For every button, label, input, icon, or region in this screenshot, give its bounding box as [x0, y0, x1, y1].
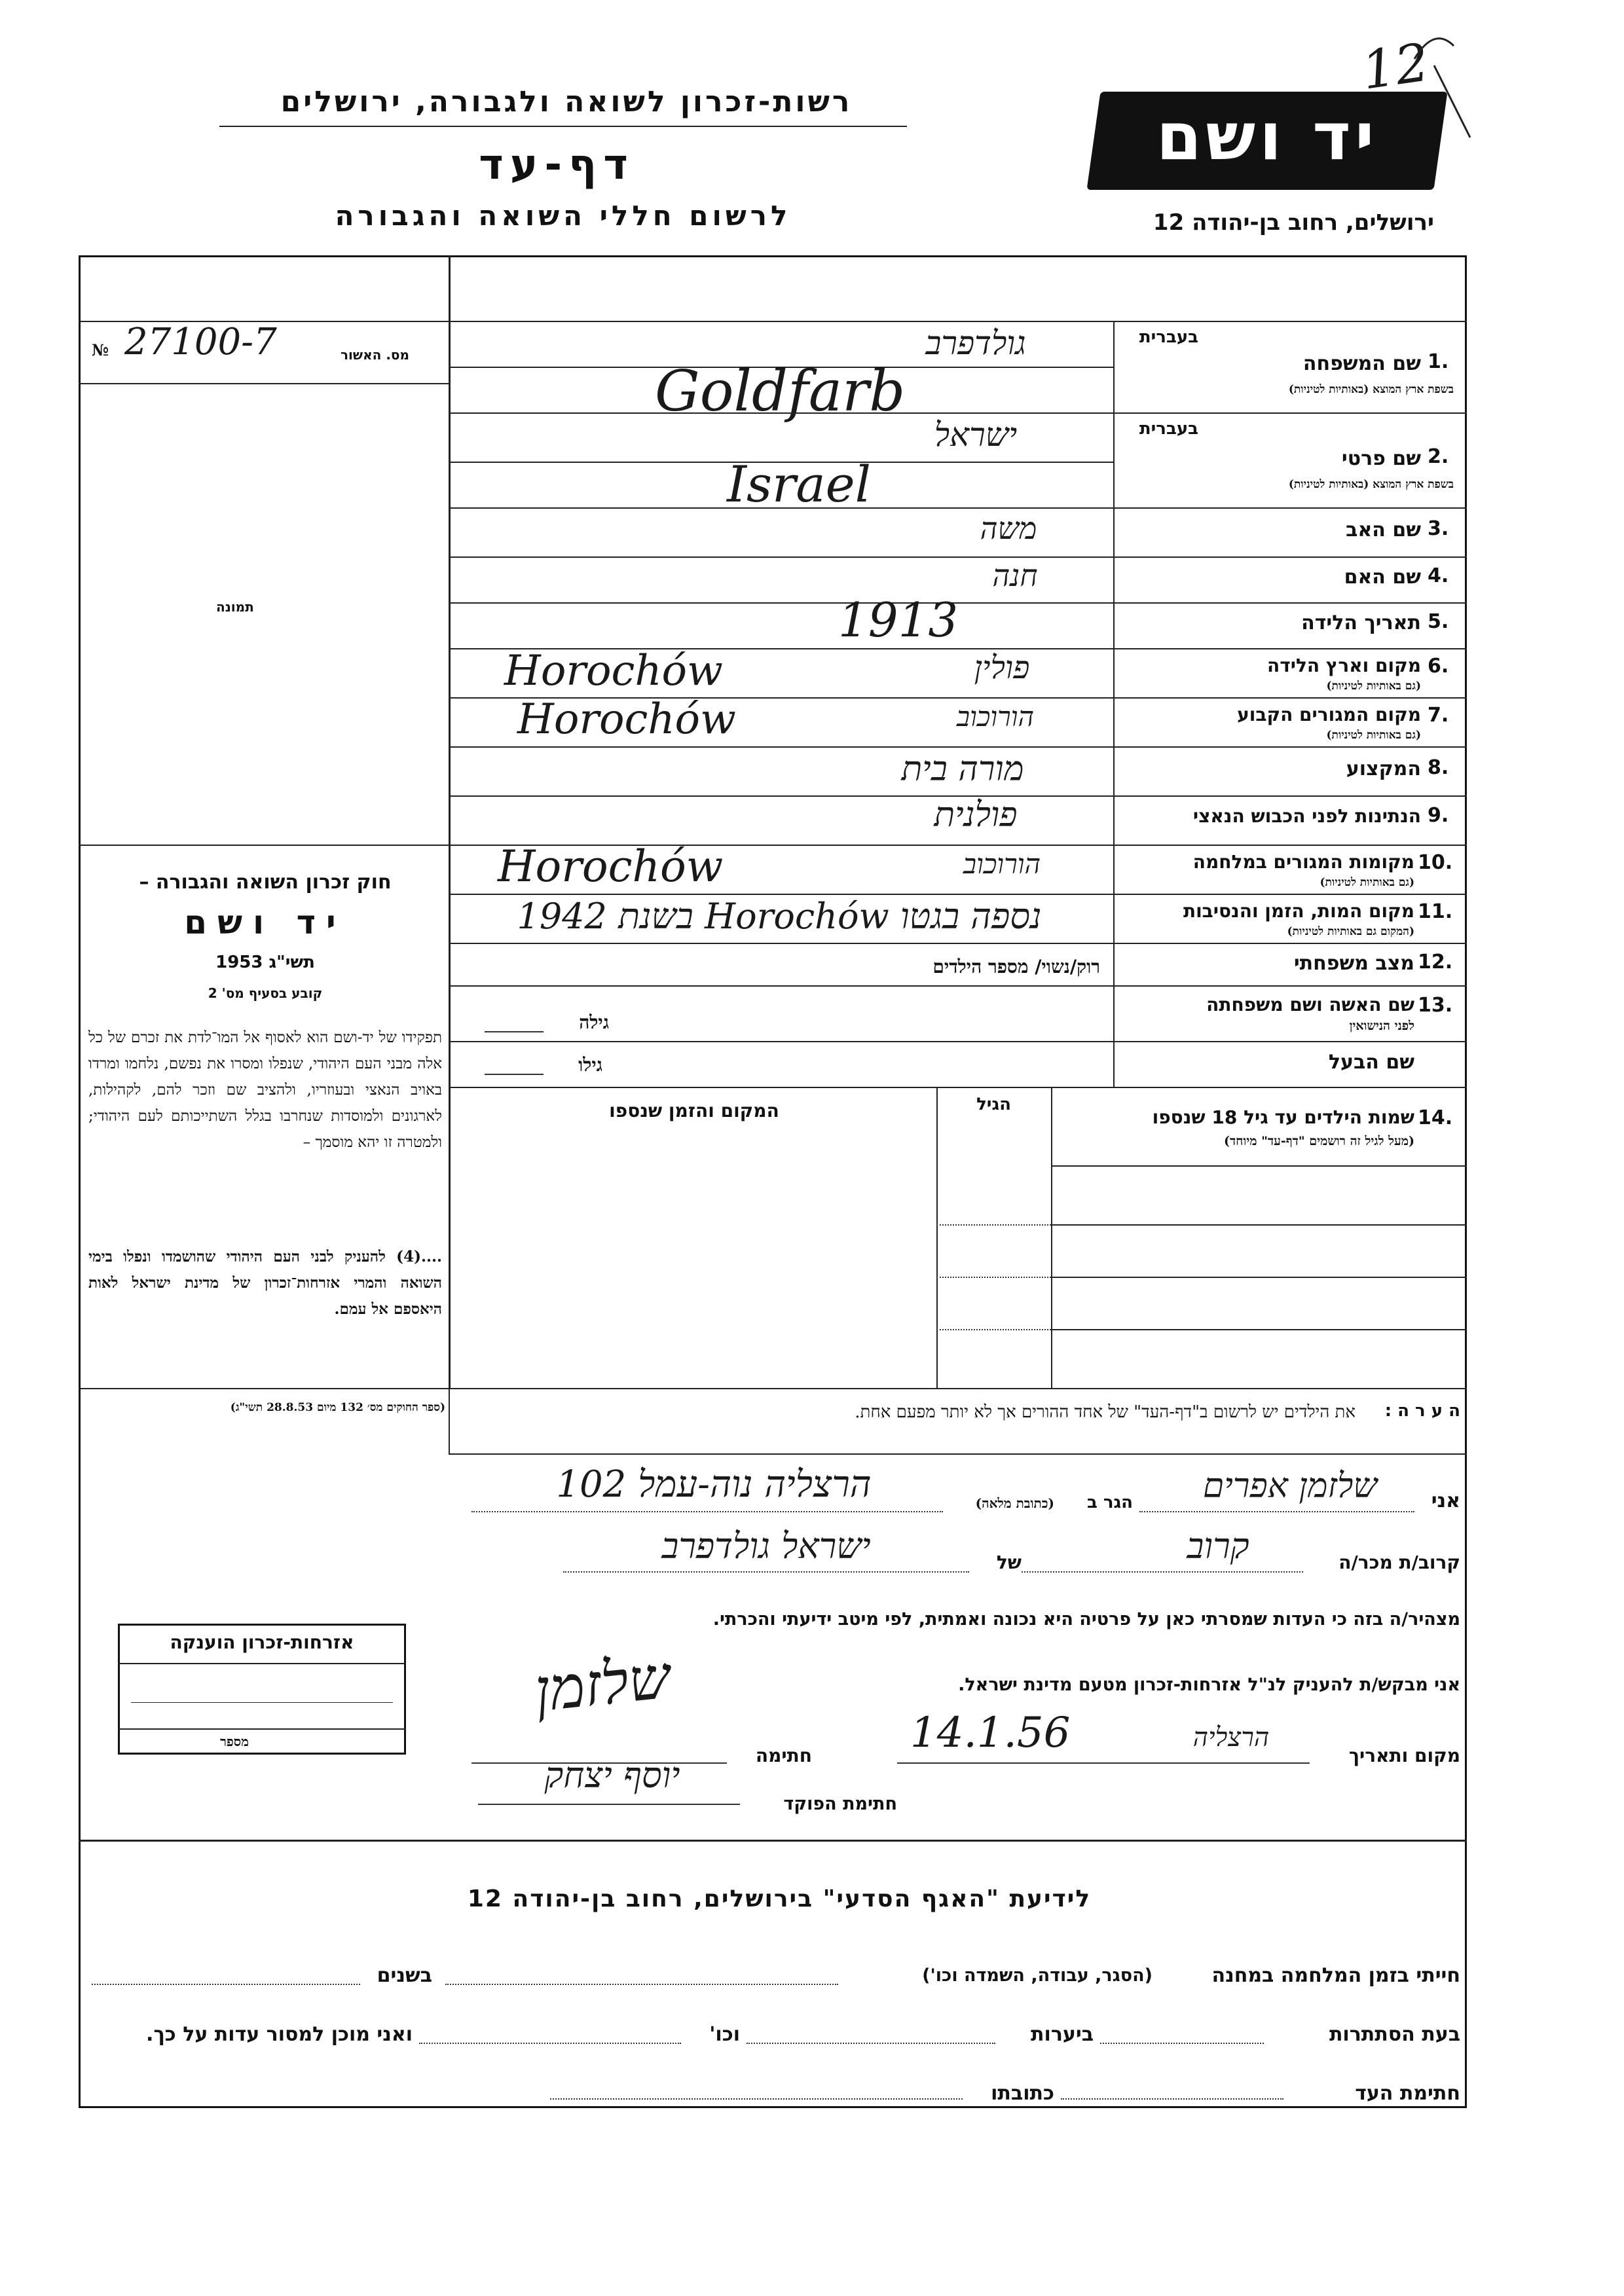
footer-line1-end	[92, 1984, 360, 1985]
field-3-label: שם האב	[1346, 519, 1421, 541]
header-address: ירושלים, רחוב בן-יהודה 12	[1153, 210, 1434, 236]
field-3-num: 3.	[1428, 517, 1449, 540]
footer-line2-dots-3	[419, 2043, 681, 2044]
footer-line3-dots-2	[550, 2098, 963, 2100]
field-12-label: מצב משפחתי	[1293, 952, 1414, 975]
declaration-text: מצהיר/ה בזה כי העדות שמסרתי כאן על פרטיה היא נכונה ואמתית, לפי מיטב ידיעתי והכרתי.	[712, 1609, 1460, 1630]
law-year: תשי"ג 1953	[215, 953, 315, 972]
photo-label: תמונה	[216, 599, 254, 615]
field-6-value-heb: פולין	[974, 649, 1030, 686]
relation-line	[1022, 1571, 1303, 1573]
field-6-num: 6.	[1428, 655, 1449, 678]
field-2-heb-label: בעברית	[1139, 419, 1198, 439]
field-12-num: 12.	[1418, 951, 1453, 974]
field-1-sub: בשפת ארץ המוצא (באותיות לטיניות)	[1288, 383, 1454, 396]
officer-signature: יוסף יצחק	[544, 1755, 680, 1796]
citizenship-box-title: אזרחות-זכרון הוענקה	[170, 1631, 354, 1653]
field-8-value: מורה בית	[901, 750, 1024, 789]
footer-line2-a: בעת הסתתרות	[1329, 2023, 1460, 2046]
field-13-label: שם האשה ושם משפחתה	[1206, 994, 1414, 1015]
relation-value: קרוב	[1187, 1525, 1249, 1567]
children-col-divider-1	[1051, 1087, 1052, 1388]
field-7-label: מקום המגורים הקבוע	[1237, 704, 1421, 725]
field-10-sub: (גם באותיות לטיניות)	[1320, 876, 1414, 889]
field-3-value: משה	[980, 511, 1037, 546]
address-sub: (כתובת מלאה)	[975, 1495, 1054, 1511]
row-11-bottom	[449, 943, 1467, 944]
field-10-value-heb: הורוכוב	[963, 848, 1041, 880]
field-10-label: מקומות המגורים במלחמה	[1192, 851, 1414, 873]
field-1-hebrew-value: גולדפרב	[925, 324, 1026, 362]
note-text: את הילדים יש לרשום ב"דף-העד" של אחד ההורים אך לא יותר מפעם אחת.	[855, 1402, 1356, 1422]
label-column-divider	[1113, 321, 1115, 1087]
officer-line	[478, 1804, 740, 1805]
approval-line	[79, 383, 449, 384]
approval-label: מס. האשור	[341, 347, 409, 363]
footer-line1-a: חייתי בזמן המלחמה במחנה	[1211, 1964, 1460, 1987]
field-6-value-latin: Horochów	[504, 647, 723, 695]
photo-bottom-line	[79, 845, 449, 846]
footer-line2-c: וכו'	[709, 2023, 740, 2046]
approval-number: 27100-7	[124, 321, 277, 363]
row-1-bottom	[449, 412, 1467, 414]
footer-line2-b: ביערות	[1031, 2023, 1094, 2046]
place-date-line	[897, 1762, 1310, 1764]
children-row-2-r	[1051, 1277, 1467, 1278]
citizenship-line-3	[118, 1728, 406, 1730]
citizenship-no-label: מספר	[220, 1734, 249, 1749]
corner-scribble	[1408, 26, 1473, 144]
footer-line3-a: חתימת העד	[1355, 2082, 1460, 2105]
authority-underline	[219, 126, 907, 127]
signature-label: חתימה	[755, 1745, 812, 1766]
law-bottom-line	[79, 1388, 1467, 1389]
relation-label: קרוב/ת מכר/ה	[1338, 1552, 1460, 1573]
row-7-bottom	[449, 746, 1467, 748]
children-sub: (מעל לגיל זה רושמים "דף-עד" מיוחד)	[1223, 1134, 1414, 1148]
row-12-bottom	[449, 985, 1467, 987]
children-row-2	[936, 1277, 1051, 1278]
date-value: 14.1.56	[910, 1709, 1071, 1757]
citizenship-line-2	[131, 1702, 393, 1703]
note-label: ה ע ר ה :	[1384, 1401, 1460, 1421]
law-source-divider	[449, 1388, 450, 1453]
footer-line3-dots-1	[1061, 2098, 1283, 2100]
resident-label: הגר ב	[1086, 1493, 1133, 1512]
footer-line1-b: (הסגר, עבודה, השמדה וכו')	[922, 1965, 1153, 1986]
request-text: אני מבקש/ת להעניק לנ"ל אזרחות-זכרון מטעם מדינת ישראל.	[958, 1675, 1460, 1695]
field-12-value: רוק/נשוי/ מספר הילדים	[932, 956, 1100, 977]
law-logo: יד ושם	[184, 903, 346, 941]
left-column-divider	[449, 255, 451, 1388]
row-10-bottom	[449, 894, 1467, 895]
field-13-age-label-2: גילו	[578, 1054, 602, 1076]
declarant-address: הרצליה נוה-עמל 102	[556, 1463, 872, 1506]
field-13-age-label: גילה	[579, 1011, 609, 1033]
form-title: דף-עד	[479, 141, 635, 189]
field-11-value: נספה בגטו Horochów בשנת 1942	[517, 896, 1042, 937]
of-name: ישראל גולדפרב	[661, 1525, 871, 1567]
field-11-label: מקום המות, הזמן והנסיבות	[1183, 900, 1414, 922]
children-row-1-r	[1051, 1224, 1467, 1226]
field-2-label: שם פרטי	[1341, 447, 1421, 470]
footer-title: לידיעת "האגף הסדעי" בירושלים, רחוב בן-יהודה 12	[467, 1886, 1092, 1912]
place-date-label: מקום ותאריך	[1348, 1745, 1460, 1766]
field-13-num: 13.	[1418, 994, 1453, 1017]
field-6-label: מקום וארץ הלידה	[1267, 655, 1421, 676]
row-2-bottom	[449, 507, 1467, 509]
footer-line1-c: בשנים	[377, 1964, 432, 1987]
field-7-num: 7.	[1428, 704, 1449, 727]
field-2-hebrew-value: ישראל	[934, 416, 1018, 454]
children-col-age: הגיל	[976, 1095, 1011, 1114]
law-text: תפקידו של יד-ושם הוא לאסוף אל המו־לדת את זכרם של כל אלה מבני העם היהודי, שנפלו ומסרו את נפשם, נלחמו ומרדו באויב הנאצי ובעוזריו, ולהציב שם וזכר להם, לקהילות, לארגונים ולמוסדות שנחרבו בגלל השתייכותם לעם היהודי; ולמטרה זו יהא מוסמך –	[88, 1029, 442, 1151]
field-11-num: 11.	[1418, 900, 1453, 923]
field-10-value-latin: Horochów	[498, 841, 724, 892]
citizenship-line-1	[118, 1663, 406, 1664]
of-label: של	[996, 1552, 1022, 1573]
law-title: חוק זכרון השואה והגבורה –	[139, 871, 392, 894]
field-5-value: 1913	[838, 592, 959, 647]
children-row-1	[936, 1224, 1051, 1226]
field-1-num: 1.	[1428, 350, 1449, 373]
children-col-place: המקום והזמן שנספו	[609, 1100, 779, 1121]
field-13-age-line	[485, 1031, 544, 1032]
logo-text: יד ושם	[1156, 98, 1378, 175]
field-13-age-line-2	[485, 1074, 544, 1075]
children-header-line	[1051, 1165, 1467, 1167]
field-11-sub: (המקום גם באותיות לטיניות)	[1287, 925, 1414, 938]
field-7-value-latin: Horochów	[517, 695, 736, 744]
children-num: 14.	[1418, 1106, 1453, 1129]
field-2-num: 2.	[1428, 445, 1449, 468]
declarant-address-line	[471, 1511, 943, 1512]
row-13-bottom	[449, 1041, 1467, 1042]
note-bottom	[449, 1453, 1467, 1455]
authority-title: רשות-זכרון לשואה ולגבורה, ירושלים	[280, 85, 853, 118]
field-6-sub: (גם באותיות לטיניות)	[1326, 680, 1421, 693]
law-source: (ספר החוקים מס׳ 132 מיום 28.8.53 תשי"ג)	[230, 1401, 445, 1414]
field-5-label: תאריך הלידה	[1301, 611, 1421, 634]
declarant-name-line	[1139, 1511, 1414, 1512]
field-7-sub: (גם באותיות לטיניות)	[1326, 729, 1421, 742]
children-row-3	[936, 1329, 1051, 1330]
field-7-value-heb: הורוכוב	[956, 701, 1035, 733]
field-13-spouse-label: שם הבעל	[1328, 1051, 1414, 1074]
declarant-name: שלזמן אפרים	[1202, 1467, 1378, 1506]
footer-separator	[79, 1840, 1467, 1842]
law-clause: קובע בסעיף מס' 2	[208, 985, 323, 1001]
children-row-3-r	[1051, 1329, 1467, 1330]
of-name-line	[563, 1571, 969, 1573]
officer-label: חתימת הפוקד	[783, 1794, 897, 1814]
approval-prefix: №	[92, 340, 109, 359]
corner-mark: 12	[1358, 31, 1433, 101]
footer-line2-dots-2	[747, 2043, 995, 2044]
field-1-heb-label: בעברית	[1139, 327, 1198, 347]
field-1-label: שם המשפחה	[1302, 352, 1421, 375]
row-spouse-bottom	[449, 1087, 1467, 1088]
place-value: הרצליה	[1192, 1722, 1270, 1753]
top-row-line	[79, 321, 1467, 322]
field-9-value: פולנית	[934, 795, 1018, 835]
form-subtitle: לרשום חללי השואה והגבורה	[335, 200, 792, 232]
declarant-ani-label: אני	[1431, 1489, 1460, 1512]
field-9-num: 9.	[1428, 804, 1449, 827]
field-4-num: 4.	[1428, 564, 1449, 587]
field-1-latin-value: Goldfarb	[655, 359, 906, 424]
field-2-latin-value: Israel	[727, 455, 871, 513]
field-4-label: שם האם	[1344, 566, 1421, 589]
field-2-sub: בשפת ארץ המוצא (באותיות לטיניות)	[1288, 478, 1454, 491]
children-title: שמות הילדים עד גיל 18 שנספו	[1152, 1106, 1414, 1128]
field-8-num: 8.	[1428, 756, 1449, 779]
field-8-label: המקצוע	[1346, 757, 1421, 780]
field-5-num: 5.	[1428, 610, 1449, 633]
signature-value: שלזמן	[531, 1643, 674, 1726]
footer-line3-b: כתובתו	[991, 2082, 1054, 2105]
field-9-label: הנתינות לפני הכבוש הנאצי	[1192, 805, 1421, 827]
footer-line2-d: ואני מוכן למסור עדות על כך.	[146, 2023, 413, 2046]
children-col-divider-2	[936, 1087, 938, 1388]
law-text-2: ....(4) להעניק לבני העם היהודי שהושמדו ונפלו בימי השואה והמרי אזרחות־זכרון של מדינת ישראל לאות היאספם אל עמם.	[88, 1248, 442, 1318]
footer-line1-dots	[445, 1984, 838, 1985]
footer-line2-dots-1	[1100, 2043, 1264, 2044]
field-4-value: חנה	[992, 558, 1038, 593]
field-13-sub: לפני הנישואין	[1349, 1019, 1414, 1033]
field-10-num: 10.	[1418, 851, 1453, 874]
